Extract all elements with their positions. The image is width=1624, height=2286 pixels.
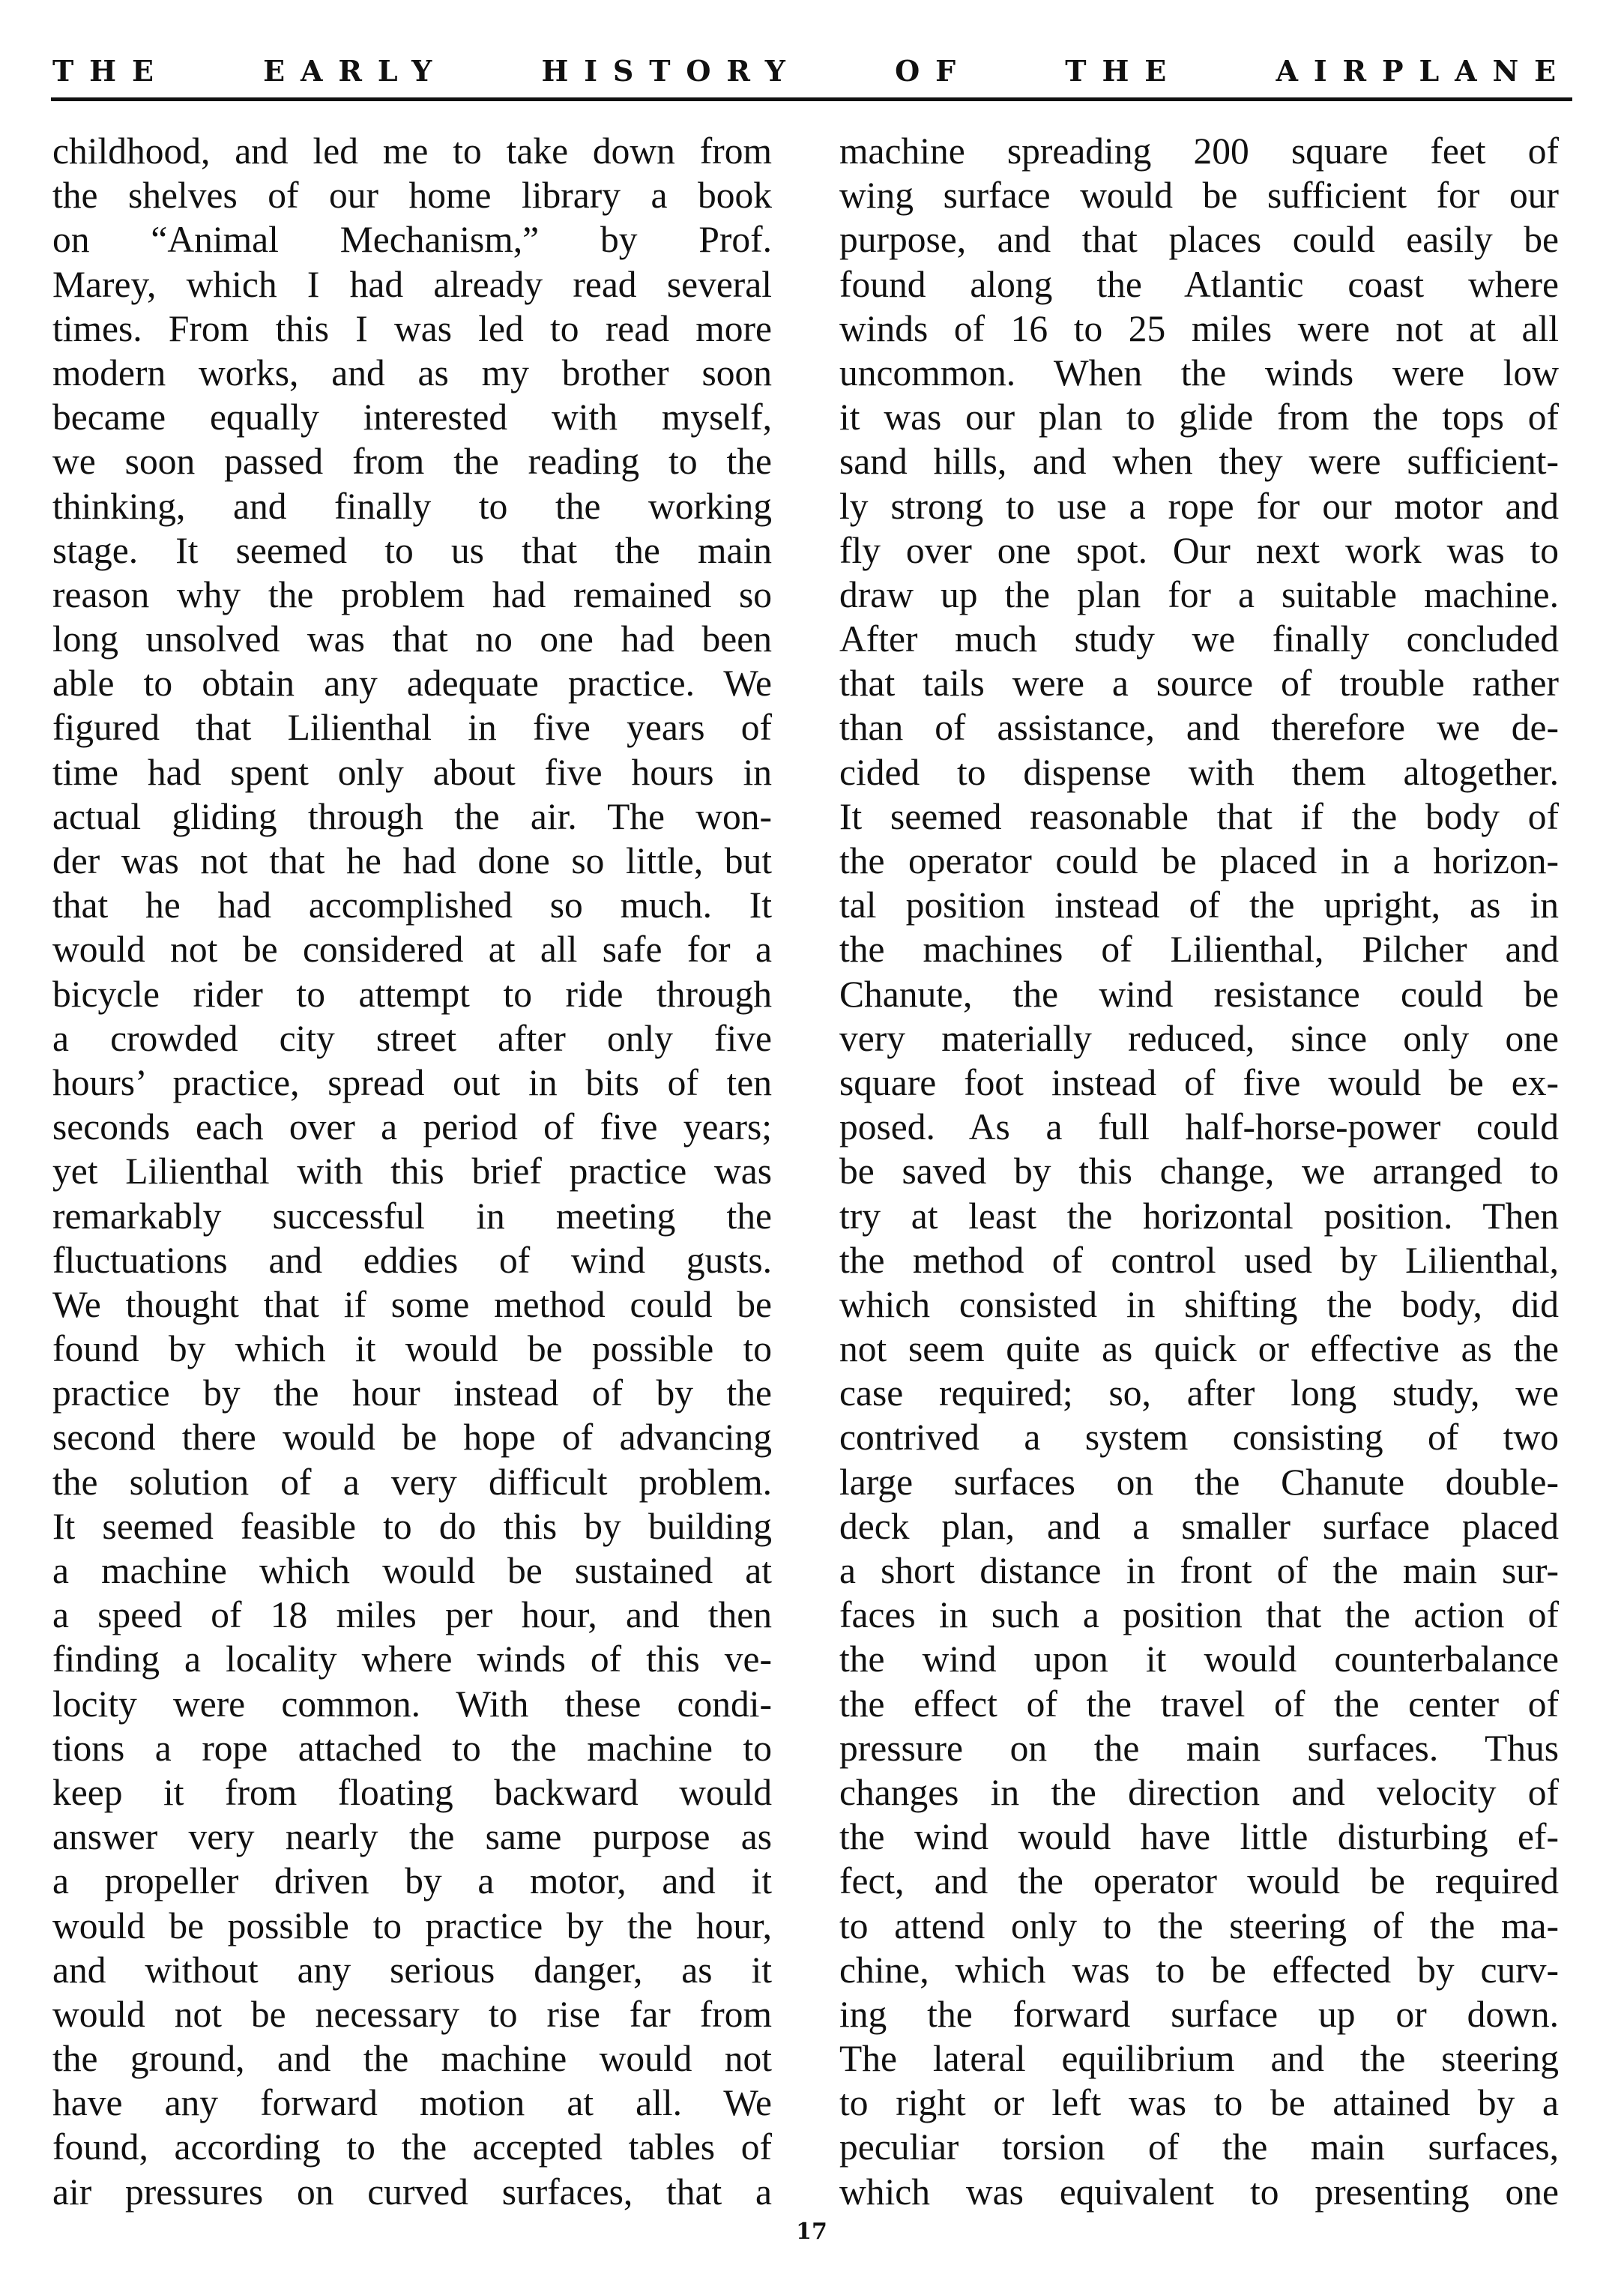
text-line: pressure on the main surfaces. Thus [839,1727,1559,1769]
text-line: ly strong to use a rope for our motor and [839,485,1559,527]
text-line: the wind would have little disturbing ef- [839,1816,1559,1858]
text-line: than of assistance, and therefore we de- [839,707,1559,749]
text-line: the solution of a very difficult problem. [52,1461,772,1503]
text-line: chine, which was to be effected by curv- [839,1949,1559,1991]
text-line: on “Animal Mechanism,” by Prof. [52,219,772,261]
text-line: would not be necessary to rise far from [52,1993,772,2035]
text-line: square foot instead of five would be ex- [839,1061,1559,1103]
text-line: which consisted in shifting the body, did [839,1283,1559,1325]
right-column [839,129,1559,2214]
text-line: stage. It seemed to us that the main [52,529,772,571]
text-line: able to obtain any adequate practice. We [52,663,772,705]
text-line: childhood, and led me to take down from [52,130,772,172]
text-line: which was equivalent to presenting one [839,2171,1559,2213]
running-head [52,49,1572,91]
text-line: figured that Lilienthal in five years of [52,707,772,749]
text-line: remarkably successful in meeting the [52,1195,772,1237]
text-line: that he had accomplished so much. It [52,884,772,926]
text-line: bicycle rider to attempt to ride through [52,973,772,1015]
left-column [52,129,772,2214]
text-line: peculiar torsion of the main surfaces, [839,2126,1559,2168]
text-line: Marey, which I had already read several [52,263,772,305]
text-line: contrived a system consisting of two [839,1417,1559,1459]
text-line: ing the forward surface up or down. [839,1993,1559,2035]
running-head-word: THE [1065,53,1183,88]
running-head-word: HISTORY [541,53,801,88]
text-line: finding a locality where winds of this ve- [52,1638,772,1680]
text-line: large surfaces on the Chanute double- [839,1461,1559,1503]
running-head-word: EARLY [263,53,448,88]
text-line: long unsolved was that no one had been [52,618,772,660]
text-line: hours’ practice, spread out in bits of ten [52,1061,772,1103]
text-line: to right or left was to be attained by a [839,2082,1559,2124]
text-line: found along the Atlantic coast where [839,263,1559,305]
text-line: machine spreading 200 square feet of [839,130,1559,172]
text-line: purpose, and that places could easily be [839,219,1559,261]
text-line: the wind upon it would counterbalance [839,1638,1559,1680]
text-line: fly over one spot. Our next work was to [839,529,1559,571]
text-line: air pressures on curved surfaces, that a [52,2171,772,2213]
text-line: practice by the hour instead of by the [52,1372,772,1414]
text-line: posed. As a full half-horse-power could [839,1106,1559,1148]
running-head-word: AIRPLANE [1276,53,1572,88]
page-number: 17 [796,2219,827,2245]
text-line: yet Lilienthal with this brief practice was [52,1150,772,1192]
text-line: seconds each over a period of five years; [52,1106,772,1148]
text-line: answer very nearly the same purpose as [52,1816,772,1858]
text-line: draw up the plan for a suitable machine. [839,573,1559,615]
text-line: have any forward motion at all. We [52,2082,772,2124]
text-line: tions a rope attached to the machine to [52,1727,772,1769]
text-line: we soon passed from the reading to the [52,441,772,483]
text-line: actual gliding through the air. The won- [52,795,772,837]
text-line: that tails were a source of trouble rather [839,663,1559,705]
text-line: a speed of 18 miles per hour, and then [52,1594,772,1636]
text-line: der was not that he had done so little, but [52,840,772,881]
text-line: winds of 16 to 25 miles were not at all [839,307,1559,349]
running-head-word: OF [895,53,971,88]
text-line: We thought that if some method could be [52,1283,772,1325]
text-line: deck plan, and a smaller surface placed [839,1505,1559,1547]
text-line: fect, and the operator would be required [839,1860,1559,1902]
text-line: the method of control used by Lilienthal, [839,1239,1559,1281]
text-line: locity were common. With these condi- [52,1683,772,1725]
text-line: a crowded city street after only five [52,1017,772,1059]
text-line: case required; so, after long study, we [839,1372,1559,1414]
text-line: second there would be hope of advancing [52,1417,772,1459]
text-line: changes in the direction and velocity of [839,1771,1559,1813]
text-line: found, according to the accepted tables of [52,2126,772,2168]
text-line: After much study we finally concluded [839,618,1559,660]
text-line: a machine which would be sustained at [52,1550,772,1591]
text-line: the operator could be placed in a horizon- [839,840,1559,881]
text-line: and without any serious danger, as it [52,1949,772,1991]
text-line: a propeller driven by a motor, and it [52,1860,772,1902]
header-rule [51,97,1572,101]
text-line: the shelves of our home library a book [52,175,772,217]
text-line: The lateral equilibrium and the steering [839,2038,1559,2080]
text-line: be saved by this change, we arranged to [839,1150,1559,1192]
text-line: thinking, and finally to the working [52,485,772,527]
text-line: reason why the problem had remained so [52,573,772,615]
text-line: the effect of the travel of the center of [839,1683,1559,1725]
text-line: tal position instead of the upright, as in [839,884,1559,926]
text-line: time had spent only about five hours in [52,751,772,793]
text-line: very materially reduced, since only one [839,1017,1559,1059]
text-line: modern works, and as my brother soon [52,352,772,393]
text-line: sand hills, and when they were sufficient- [839,441,1559,483]
text-line: found by which it would be possible to [52,1328,772,1370]
text-line: fluctuations and eddies of wind gusts. [52,1239,772,1281]
text-line: keep it from floating backward would [52,1771,772,1813]
text-line: the ground, and the machine would not [52,2038,772,2080]
text-line: it was our plan to glide from the tops of [839,396,1559,438]
text-line: to attend only to the steering of the ma- [839,1905,1559,1946]
text-line: cided to dispense with them altogether. [839,751,1559,793]
text-line: the machines of Lilienthal, Pilcher and [839,929,1559,971]
text-line: became equally interested with myself, [52,396,772,438]
text-line: It seemed reasonable that if the body of [839,795,1559,837]
text-line: not seem quite as quick or effective as the [839,1328,1559,1370]
text-line: Chanute, the wind resistance could be [839,973,1559,1015]
text-line: would be possible to practice by the hour, [52,1905,772,1946]
running-head-word: THE [52,53,169,88]
text-line: It seemed feasible to do this by building [52,1505,772,1547]
text-line: faces in such a position that the action of [839,1594,1559,1636]
text-line: would not be considered at all safe for a [52,929,772,971]
text-line: uncommon. When the winds were low [839,352,1559,393]
text-line: wing surface would be sufficient for our [839,175,1559,217]
text-line: a short distance in front of the main sur- [839,1550,1559,1591]
text-line: times. From this I was led to read more [52,307,772,349]
text-line: try at least the horizontal position. Then [839,1195,1559,1237]
